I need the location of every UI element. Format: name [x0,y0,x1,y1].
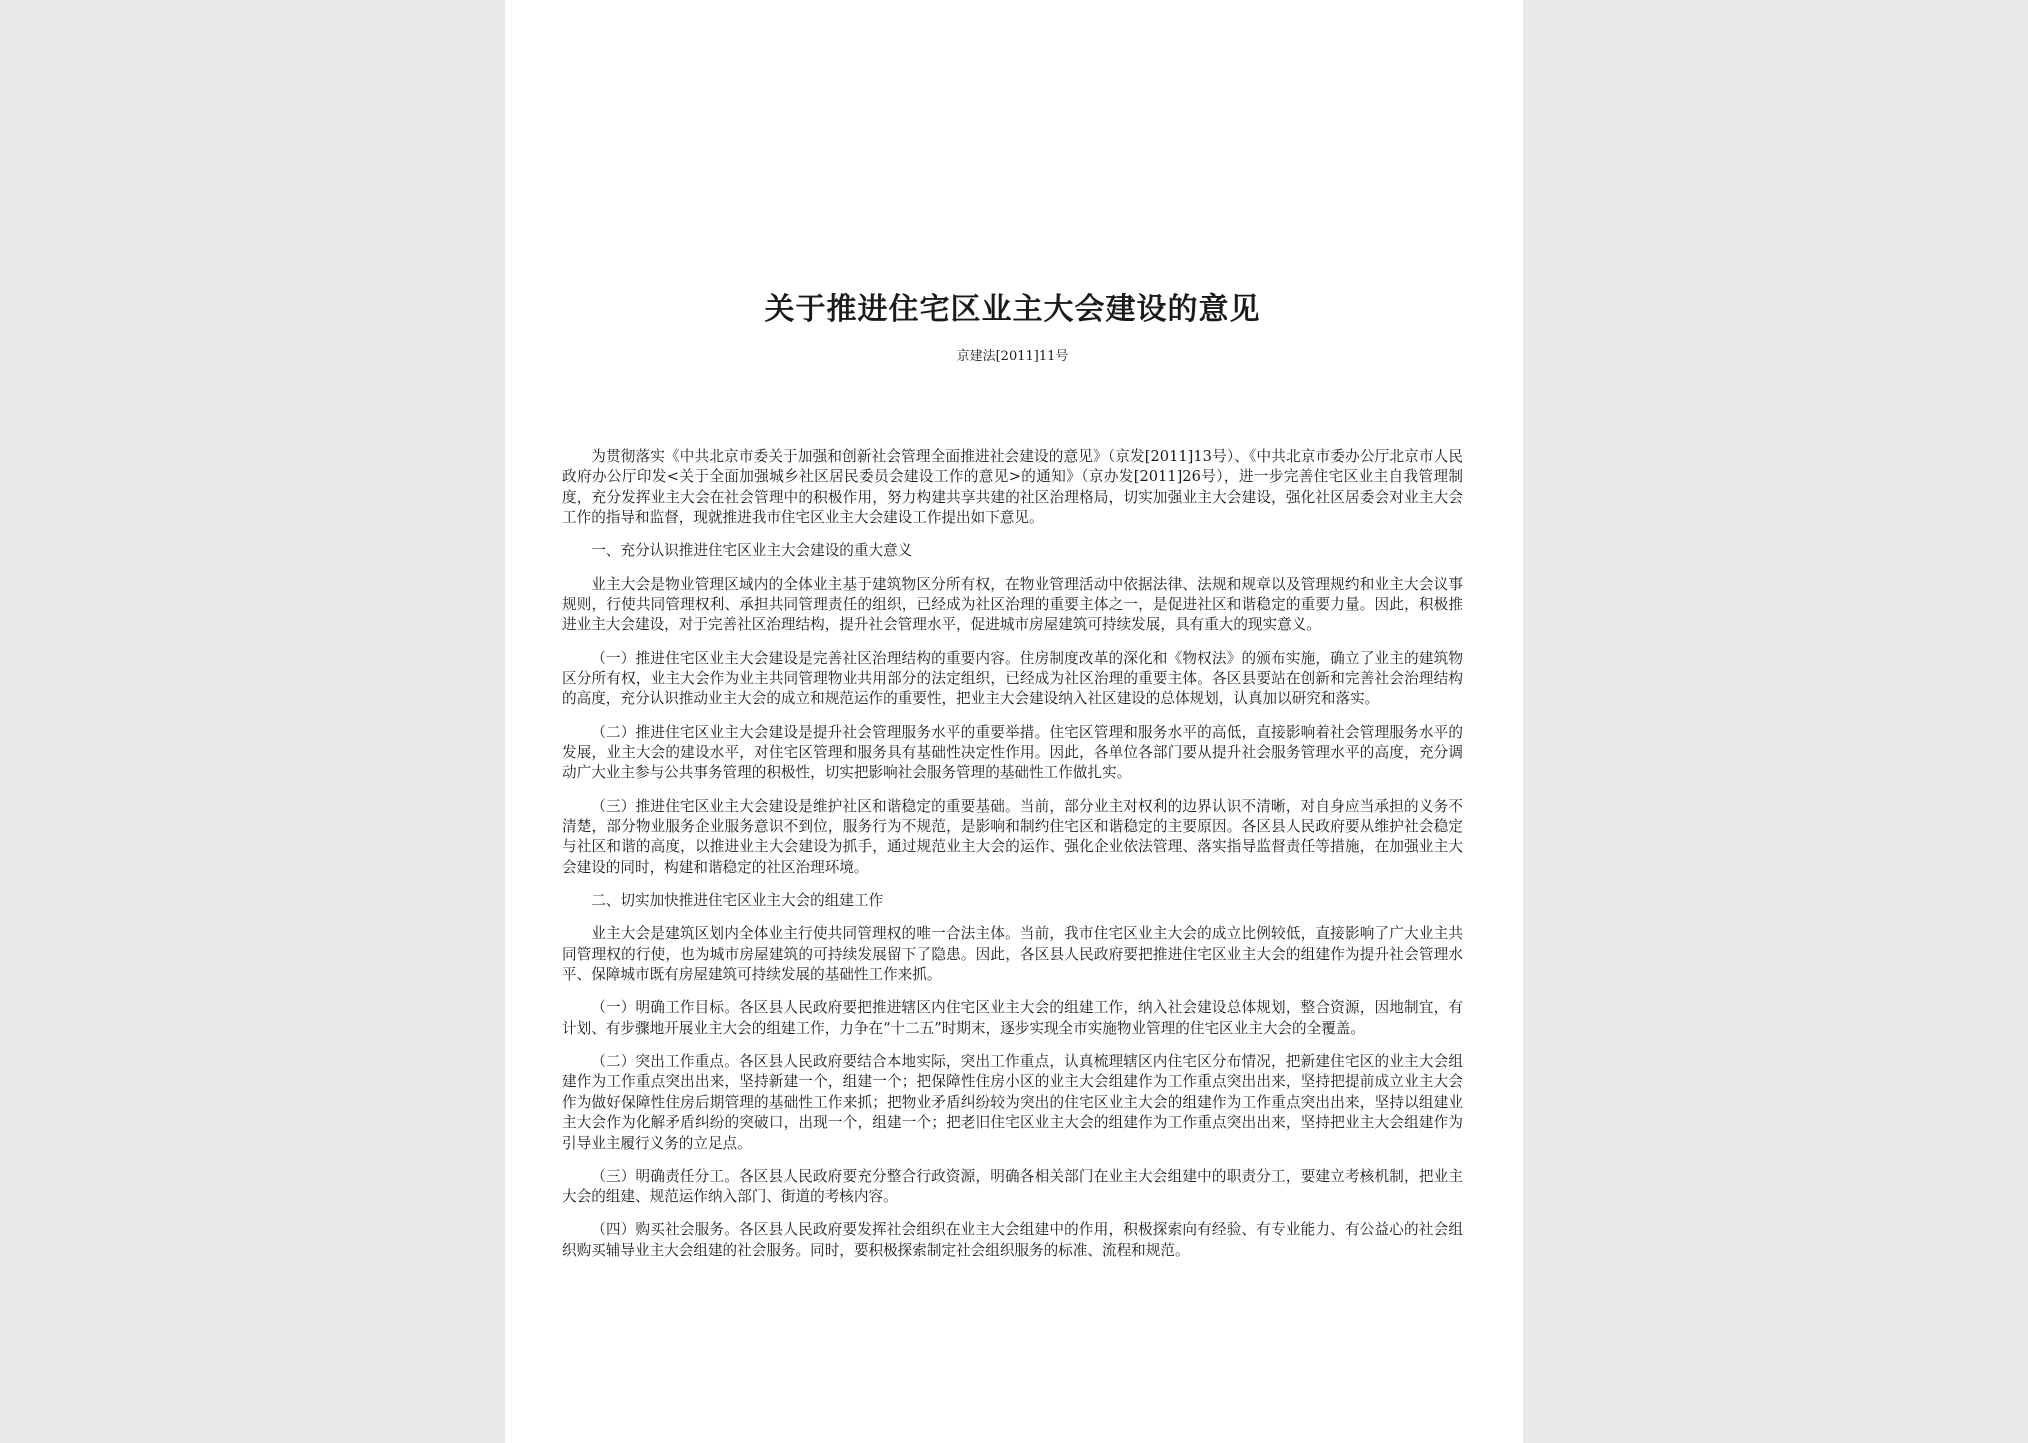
paragraph: （二）推进住宅区业主大会建设是提升社会管理服务水平的重要举措。住宅区管理和服务水平的高低，直接影响着社会管理服务水平的发展，业主大会的建设水平，对住宅区管理和服务具有基础性决定性作用。因此，各单位各部门要从提升社会服务管理水平的高度，充分调动广大业主参与公共事务管理的积极性，切实把影响社会服务管理的基础性工作做扎实。 [562,723,1463,782]
paragraph: （三）明确责任分工。各区县人民政府要充分整合行政资源，明确各相关部门在业主大会组建中的职责分工，要建立考核机制，把业主大会的组建、规范运作纳入部门、街道的考核内容。 [562,1167,1463,1206]
document-page [505,0,1523,1443]
section-heading: 二、切实加快推进住宅区业主大会的组建工作 [591,892,884,910]
paragraph: （二）突出工作重点。各区县人民政府要结合本地实际，突出工作重点，认真梳理辖区内住宅区分布情况，把新建住宅区的业主大会组建作为工作重点突出出来，坚持新建一个，组建一个；把保障性住房小区的业主大会组建作为工作重点突出出来，坚持把提前成立业主大会作为做好保障性住房后期管理的基础性工作来抓；把物业矛盾纠纷较为突出的住宅区业主大会的组建作为工作重点突出出来，坚持以组建业主大会作为化解矛盾纠纷的突破口，出现一个，组建一个；把老旧住宅区业主大会的组建作为工作重点突出出来，坚持把业主大会组建作为引导业主履行义务的立足点。 [562,1052,1463,1152]
paragraph: 业主大会是物业管理区域内的全体业主基于建筑物区分所有权，在物业管理活动中依据法律、法规和规章以及管理规约和业主大会议事规则，行使共同管理权利、承担共同管理责任的组织，已经成为社区治理的重要主体之一，是促进社区和谐稳定的重要力量。因此，积极推进业主大会建设，对于完善社区治理结构，提升社会管理水平，促进城市房屋建筑可持续发展，具有重大的现实意义。 [562,575,1463,634]
paragraph: （四）购买社会服务。各区县人民政府要发挥社会组织在业主大会组建中的作用，积极探索向有经验、有专业能力、有公益心的社会组织购买辅导业主大会组建的社会服务。同时，要积极探索制定社会组织服务的标准、流程和规范。 [562,1221,1463,1259]
paragraph: （一）推进住宅区业主大会建设是完善社区治理结构的重要内容。住房制度改革的深化和《物权法》的颁布实施，确立了业主的建筑物区分所有权，业主大会作为业主共同管理物业共用部分的法定组织，已经成为社区治理的重要主体。各区县要站在创新和完善社会治理结构的高度，充分认识推动业主大会的成立和规范运作的重要性，把业主大会建设纳入社区建设的总体规划，认真加以研究和落实。 [562,649,1463,708]
document-title: 关于推进住宅区业主大会建设的意见 [764,292,1261,327]
section-heading: 一、充分认识推进住宅区业主大会建设的重大意义 [591,542,913,560]
paragraph: 业主大会是建筑区划内全体业主行使共同管理权的唯一合法主体。当前，我市住宅区业主大会的成立比例较低，直接影响了广大业主共同管理权的行使，也为城市房屋建筑的可持续发展留下了隐患。因此，各区县人民政府要把推进住宅区业主大会的组建作为提升社会管理水平、保障城市既有房屋建筑可持续发展的基础性工作来抓。 [562,925,1463,984]
paragraph: 为贯彻落实《中共北京市委关于加强和创新社会管理全面推进社会建设的意见》（京发[2011]13号）、《中共北京市委办公厅北京市人民政府办公厅印发<关于全面加强城乡社区居民委员会建设工作的意见>的通知》（京办发[2011]26号），进一步完善住宅区业主自我管理制度，充分发挥业主大会在社会管理中的积极作用，努力构建共享共建的社区治理格局，切实加强业主大会建设，强化社区居委会对业主大会工作的指导和监督，现就推进我市住宅区业主大会建设工作提出如下意见。 [562,448,1463,527]
paragraph: （一）明确工作目标。各区县人民政府要把推进辖区内住宅区业主大会的组建工作，纳入社会建设总体规划，整合资源，因地制宜，有计划、有步骤地开展业主大会的组建工作，力争在“十二五”时期末，逐步实现全市实施物业管理的住宅区业主大会的全覆盖。 [562,999,1463,1037]
document-body [562,447,1463,1261]
document-number: 京建法[2011]11号 [956,349,1069,364]
paragraph: （三）推进住宅区业主大会建设是维护社区和谐稳定的重要基础。当前，部分业主对权利的边界认识不清晰，对自身应当承担的义务不清楚，部分物业服务企业服务意识不到位，服务行为不规范，是影响和制约住宅区和谐稳定的主要原因。各区县人民政府要从维护社会稳定与社区和谐的高度，以推进业主大会建设为抓手，通过规范业主大会的运作、强化企业依法管理、落实指导监督责任等措施，在加强业主大会建设的同时，构建和谐稳定的社区治理环境。 [562,797,1463,876]
